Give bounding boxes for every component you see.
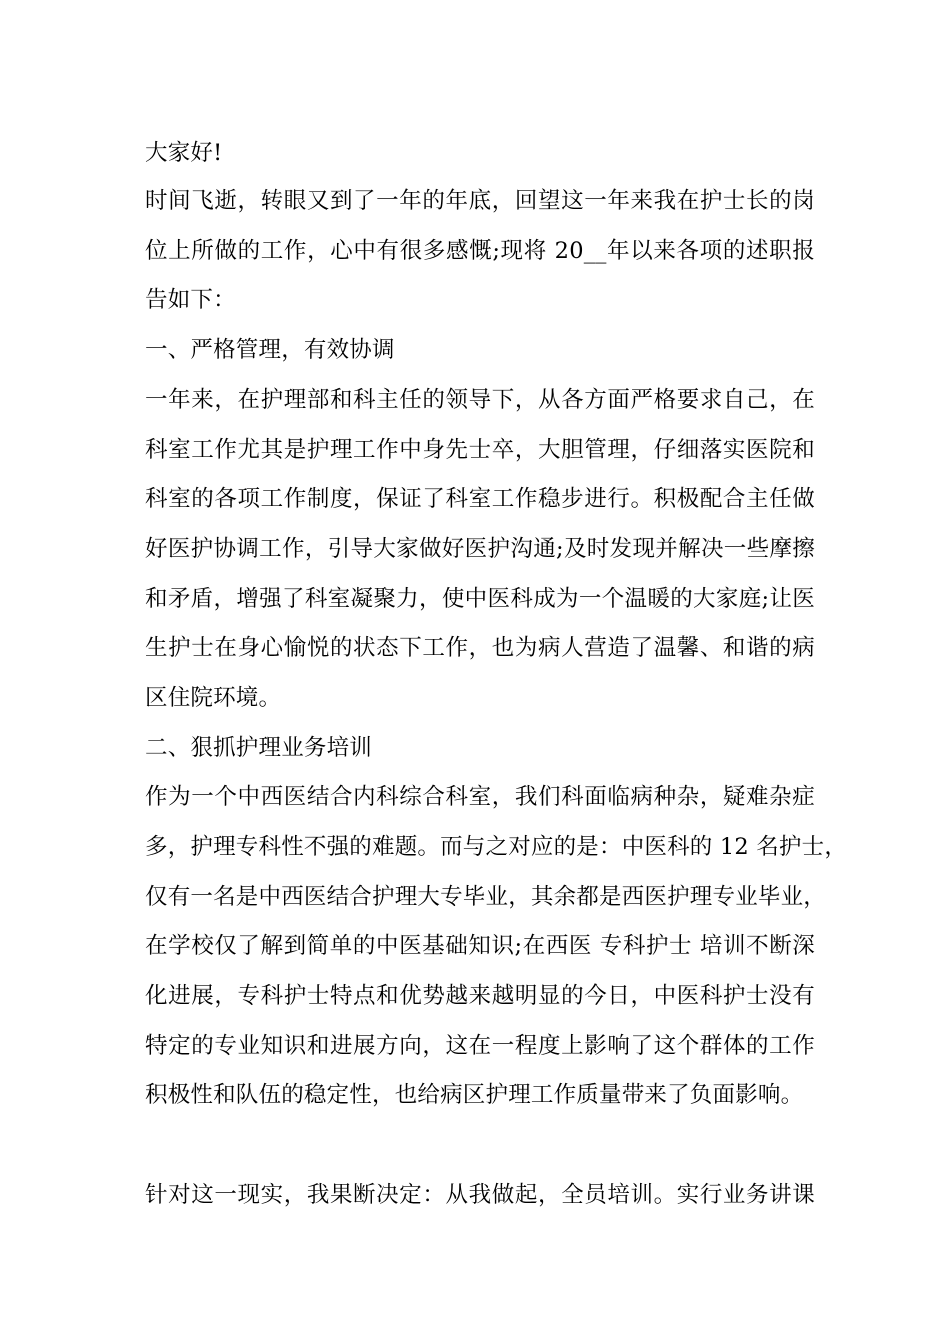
paragraph-line: 积极性和队伍的稳定性，也给病区护理工作质量带来了负面影响。: [145, 1082, 804, 1108]
paragraph-line: 好医护协调工作，引导大家做好医护沟通;及时发现并解决一些摩擦: [145, 536, 815, 562]
paragraph-line: 时间飞逝，转眼又到了一年的年底，回望这一年来我在护士长的岗: [145, 188, 815, 214]
paragraph-line: 和矛盾，增强了科室凝聚力，使中医科成为一个温暖的大家庭;让医: [145, 586, 815, 612]
paragraph-line: 在学校仅了解到简单的中医基础知识;在西医 专科护士 培训不断深: [145, 933, 815, 959]
paragraph-line: 一年来，在护理部和科主任的领导下，从各方面严格要求自己，在: [145, 387, 815, 413]
paragraph-line: 科室的各项工作制度，保证了科室工作稳步进行。积极配合主任做: [145, 486, 815, 512]
paragraph-line: 生护士在身心愉悦的状态下工作，也为病人营造了温馨、和谐的病: [145, 635, 815, 661]
section-heading: 一、严格管理，有效协调: [145, 337, 395, 363]
paragraph-line: 位上所做的工作，心中有很多感慨;现将 20__年以来各项的述职报: [145, 238, 815, 264]
paragraph-line: 区住院环境。: [145, 685, 282, 711]
paragraph-line: 科室工作尤其是护理工作中身先士卒，大胆管理，仔细落实医院和: [145, 437, 815, 463]
paragraph-line: 告如下：: [145, 287, 236, 313]
greeting: 大家好!: [145, 140, 223, 166]
paragraph-line: 化进展，专科护士特点和优势越来越明显的今日，中医科护士没有: [145, 983, 815, 1009]
paragraph-line: 特定的专业知识和进展方向，这在一程度上影响了这个群体的工作: [145, 1033, 815, 1059]
paragraph-line: 针对这一现实，我果断决定：从我做起，全员培训。实行业务讲课: [145, 1182, 815, 1208]
section-heading: 二、狠抓护理业务培训: [145, 735, 373, 761]
paragraph-line: 仅有一名是中西医结合护理大专毕业，其余都是西医护理专业毕业，: [145, 884, 827, 910]
paragraph-line: 多，护理专科性不强的难题。而与之对应的是：中医科的 12 名护士，: [145, 834, 848, 860]
paragraph-line: 作为一个中西医结合内科综合科室，我们科面临病种杂，疑难杂症: [145, 784, 815, 810]
